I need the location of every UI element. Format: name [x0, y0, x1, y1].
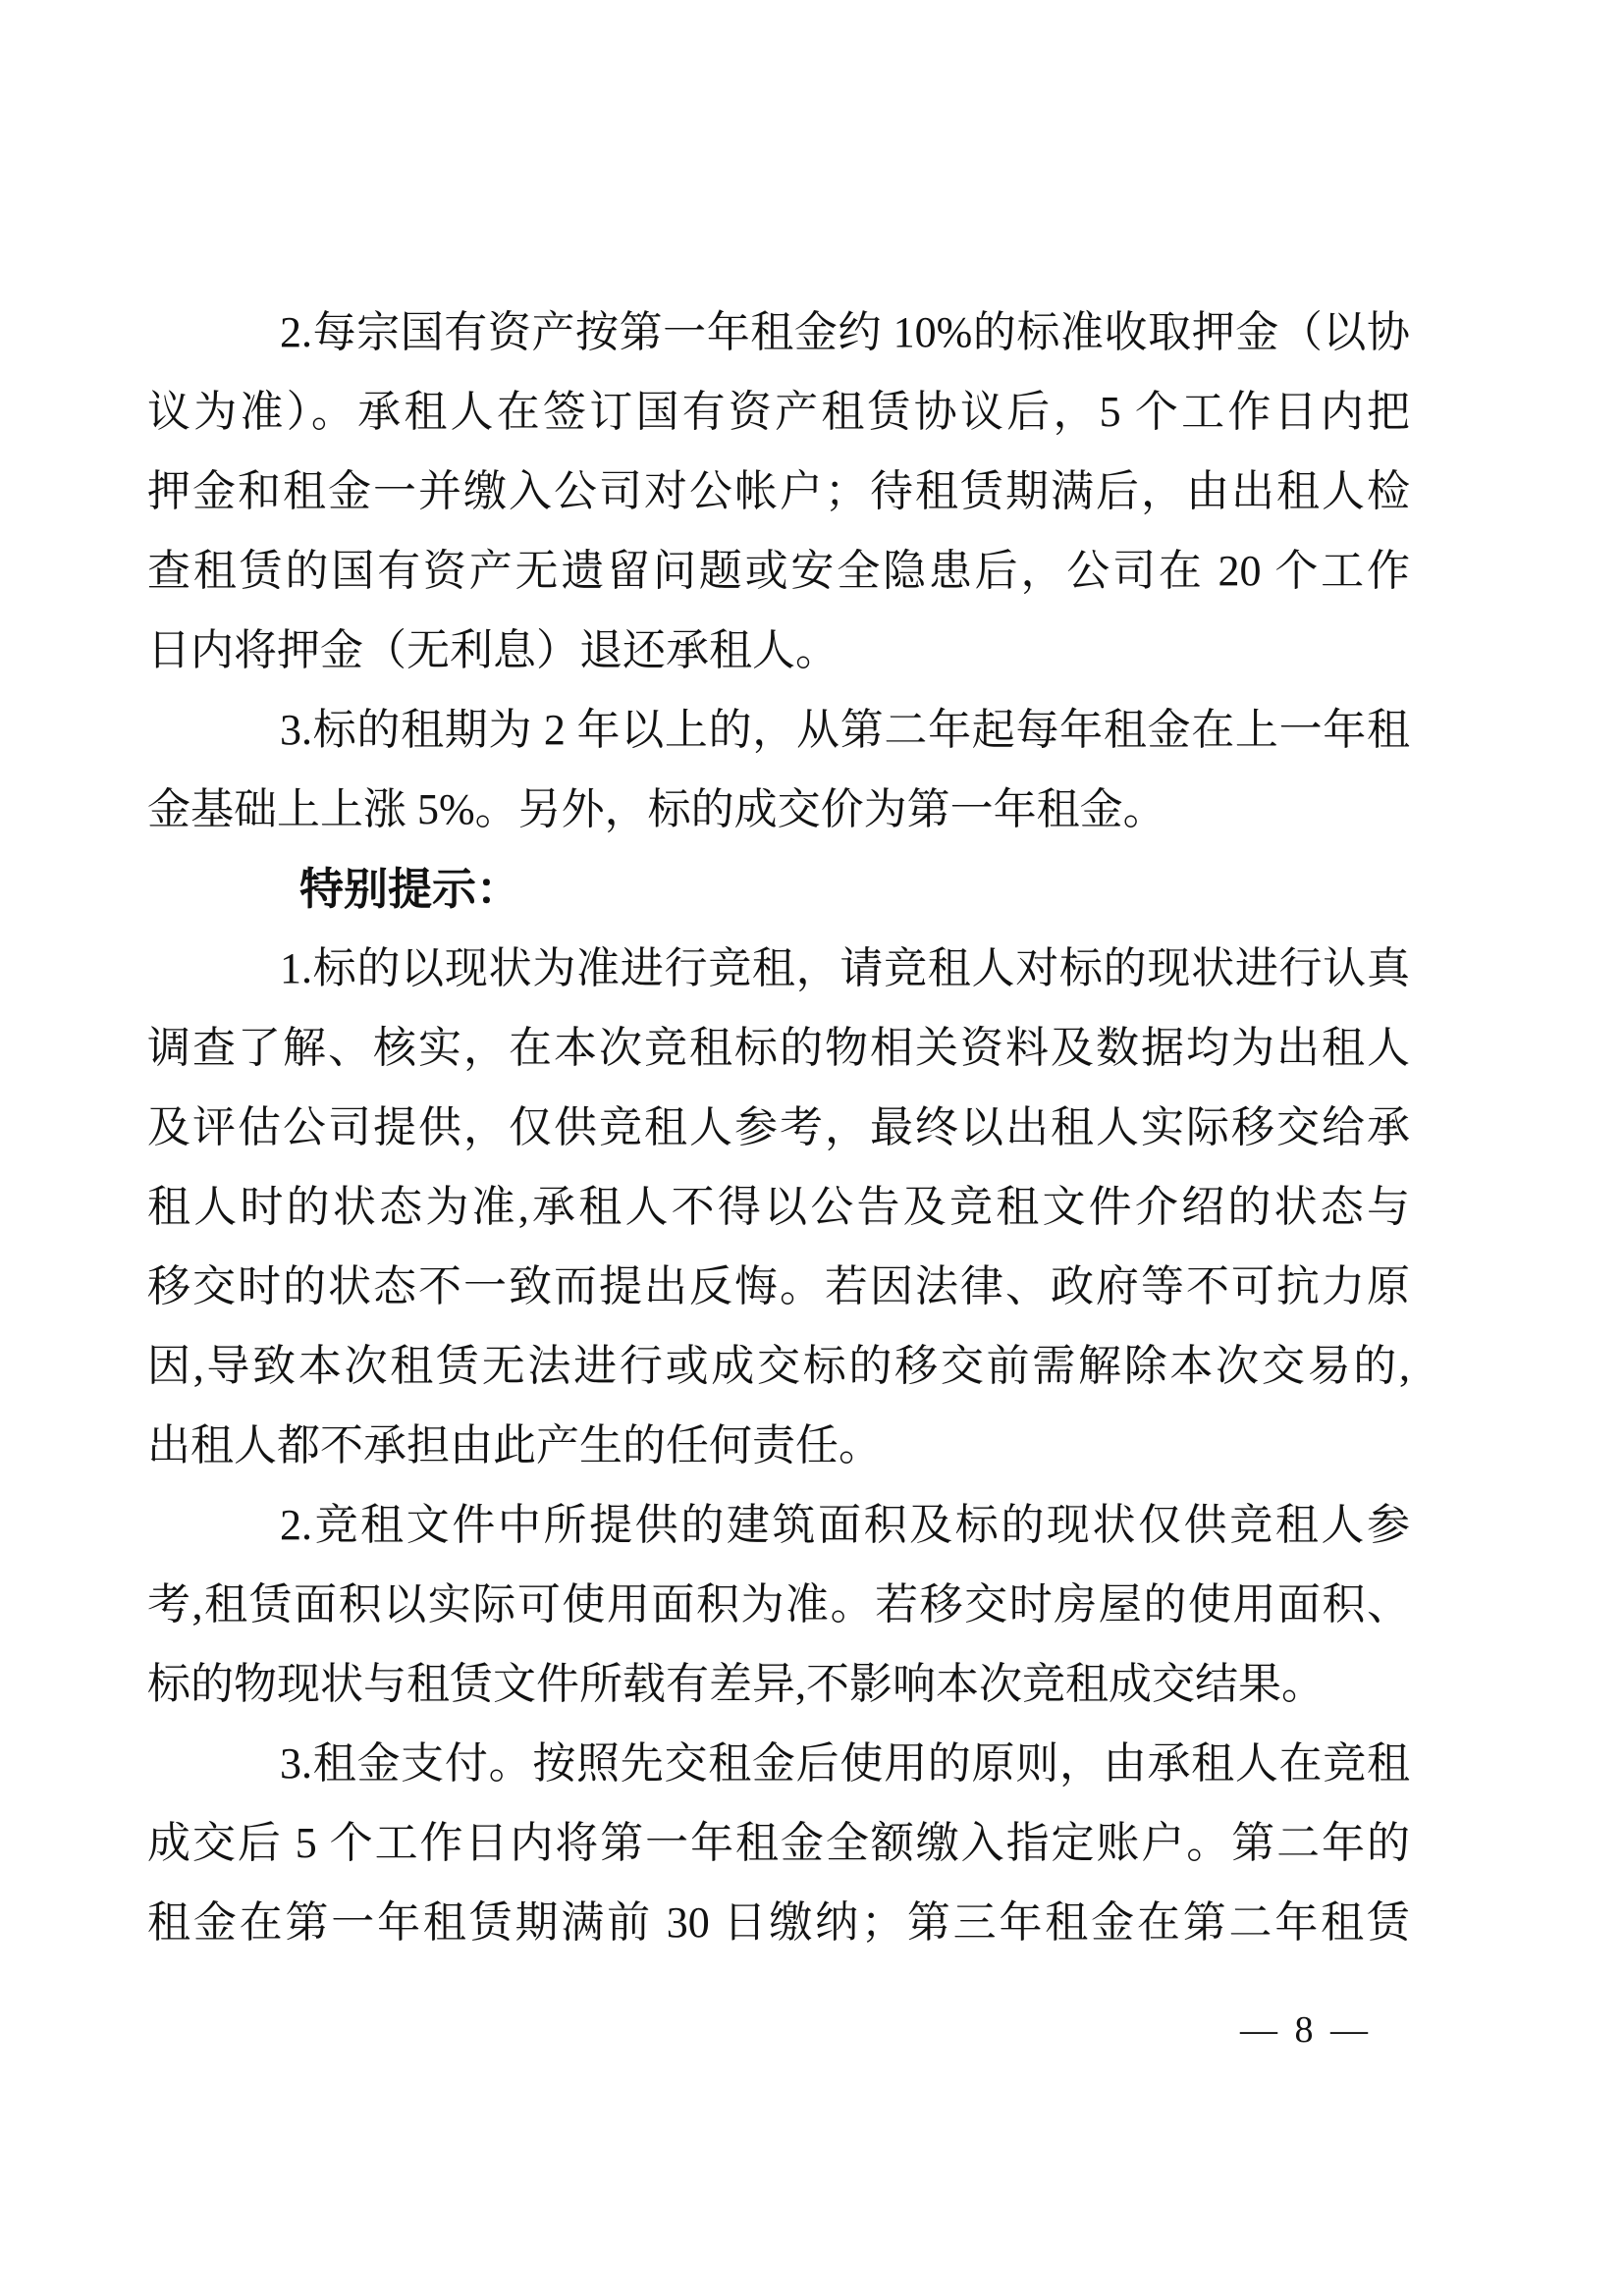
body-text-line: 议为准）。承租人在签订国有资产租赁协议后，5 个工作日内把 [147, 388, 1410, 436]
body-text-line: 考,租赁面积以实际可使用面积为准。若移交时房屋的使用面积、 [147, 1580, 1410, 1629]
body-text-line: 调查了解、核实，在本次竞租标的物相关资料及数据均为出租人 [147, 1024, 1410, 1072]
page-number: — 8 — [1240, 2009, 1372, 2051]
body-text-line: 1.标的以现状为准进行竞租，请竞租人对标的现状进行认真 [280, 944, 1410, 992]
body-text-line: 3.租金支付。按照先交租金后使用的原则，由承租人在竞租 [280, 1739, 1410, 1788]
body-text-line: 3.标的租期为 2 年以上的，从第二年起每年租金在上一年租 [280, 706, 1410, 754]
body-text-line: 日内将押金（无利息）退还承租人。 [147, 626, 839, 674]
body-text-line: 成交后 5 个工作日内将第一年租金全额缴入指定账户。第二年的 [147, 1819, 1410, 1867]
body-text-line: 移交时的状态不一致而提出反悔。若因法律、政府等不可抗力原 [147, 1262, 1410, 1310]
section-heading: 特别提示： [299, 864, 521, 914]
body-text-line: 2.每宗国有资产按第一年租金约 10%的标准收取押金（以协 [280, 308, 1410, 356]
body-text-line: 租人时的状态为准,承租人不得以公告及竞租文件介绍的状态与 [147, 1183, 1410, 1231]
body-text-line: 2.竞租文件中所提供的建筑面积及标的现状仅供竞租人参 [280, 1501, 1410, 1549]
body-text-line: 因,导致本次租赁无法进行或成交标的移交前需解除本次交易的, [147, 1342, 1410, 1390]
body-text-line: 出租人都不承担由此产生的任何责任。 [147, 1421, 882, 1469]
body-text-line: 标的物现状与租赁文件所载有差异,不影响本次竞租成交结果。 [147, 1660, 1325, 1708]
body-text-line: 租金在第一年租赁期满前 30 日缴纳；第三年租金在第二年租赁 [147, 1898, 1410, 1947]
body-text-line: 及评估公司提供，仅供竞租人参考，最终以出租人实际移交给承 [147, 1103, 1410, 1151]
body-text-line: 查租赁的国有资产无遗留问题或安全隐患后，公司在 20 个工作 [147, 547, 1410, 595]
body-text-line: 押金和租金一并缴入公司对公帐户；待租赁期满后，由出租人检 [147, 467, 1410, 515]
body-text-line: 金基础上上涨 5%。另外，标的成交价为第一年租金。 [147, 785, 1166, 833]
document-body [147, 293, 1410, 1962]
